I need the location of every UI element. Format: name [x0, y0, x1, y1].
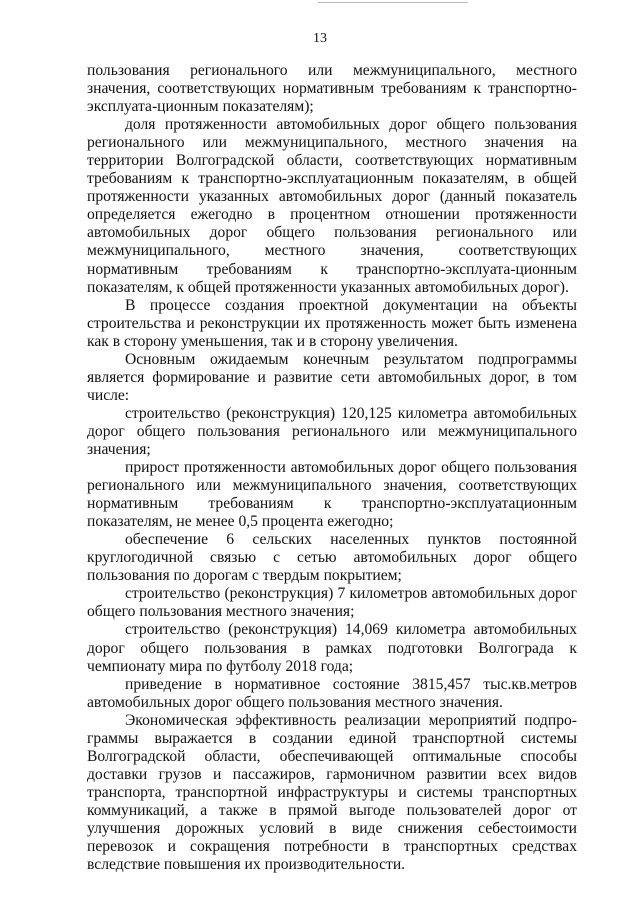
paragraph: Основным ожидаемым конечным результатом подпрограммы является формирование и развитие сети автомобильных дорог, в том числе: — [87, 350, 577, 404]
paragraph: обеспечение 6 сельских населенных пунктов постоянной круглогодичной связью с сетью автомобильных дорог общего пользования по дорогам с твердым покрытием; — [87, 531, 577, 585]
paragraph: доля протяженности автомобильных дорог общего пользования регионального или межмуниципального, местного значения на территории Волгоградской области, соответствующих нормативным требованиям к транспортно-эксплуатационным показателям, в общей протяженности указанных автомобильных дорог (данный показатель определяется ежегодно в процентном отношении протяженности автомобильных дорог общего пользования регионального или межмуниципального, местного значения, соответствующих нормативным требованиям к транспортно-эксплуата-ционным показателям, к общей протяженности указанных автомобильных дорог). — [87, 116, 577, 296]
page-number: 13 — [313, 31, 327, 46]
paragraph: строительство (реконструкция) 120,125 километра автомобильных дорог общего пользования регионального или межмуниципального значения; — [87, 404, 577, 458]
paragraph: строительство (реконструкция) 14,069 километра автомобильных дорог общего пользования в рамках подготовки Волгограда к чемпионату мира по футболу 2018 года; — [87, 621, 577, 675]
document-body — [87, 62, 577, 874]
paragraph: пользования регионального или межмуниципального, местного значения, соответствующих нормативным требованиям к транспортно-эксплуата-ционным показателям); — [87, 62, 577, 116]
paragraph: строительство (реконструкция) 7 километров автомобильных дорог общего пользования местного значения; — [87, 585, 577, 621]
paragraph: В процессе создания проектной документации на объекты строительства и реконструкции их протяженность может быть изменена как в сторону уменьшения, так и в сторону увеличения. — [87, 296, 577, 350]
paragraph: приведение в нормативное состояние 3815,457 тыс.кв.метров автомобильных дорог общего пользования местного значения. — [87, 675, 577, 711]
paragraph: прирост протяженности автомобильных дорог общего пользования регионального или межмуниципального значения, соответствующих нормативным требованиям к транспортно-эксплуатационным показателям, не менее 0,5 процента ежегодно; — [87, 459, 577, 531]
top-rule — [318, 2, 468, 3]
paragraph: Экономическая эффективность реализации мероприятий подпро-граммы выражается в создании единой транспортной системы Волгоградской области, обеспечивающей оптимальные способы доставки грузов и пассажиров, гармоничном развитии всех видов транспорта, транспортной инфраструктуры и системы транспортных коммуникаций, а также в прямой выгоде пользователей дорог от улучшения дорожных условий в виде снижения себестоимости перевозок и сокращения потребности в транспортных средствах вследствие повышения их производительности. — [87, 711, 577, 874]
